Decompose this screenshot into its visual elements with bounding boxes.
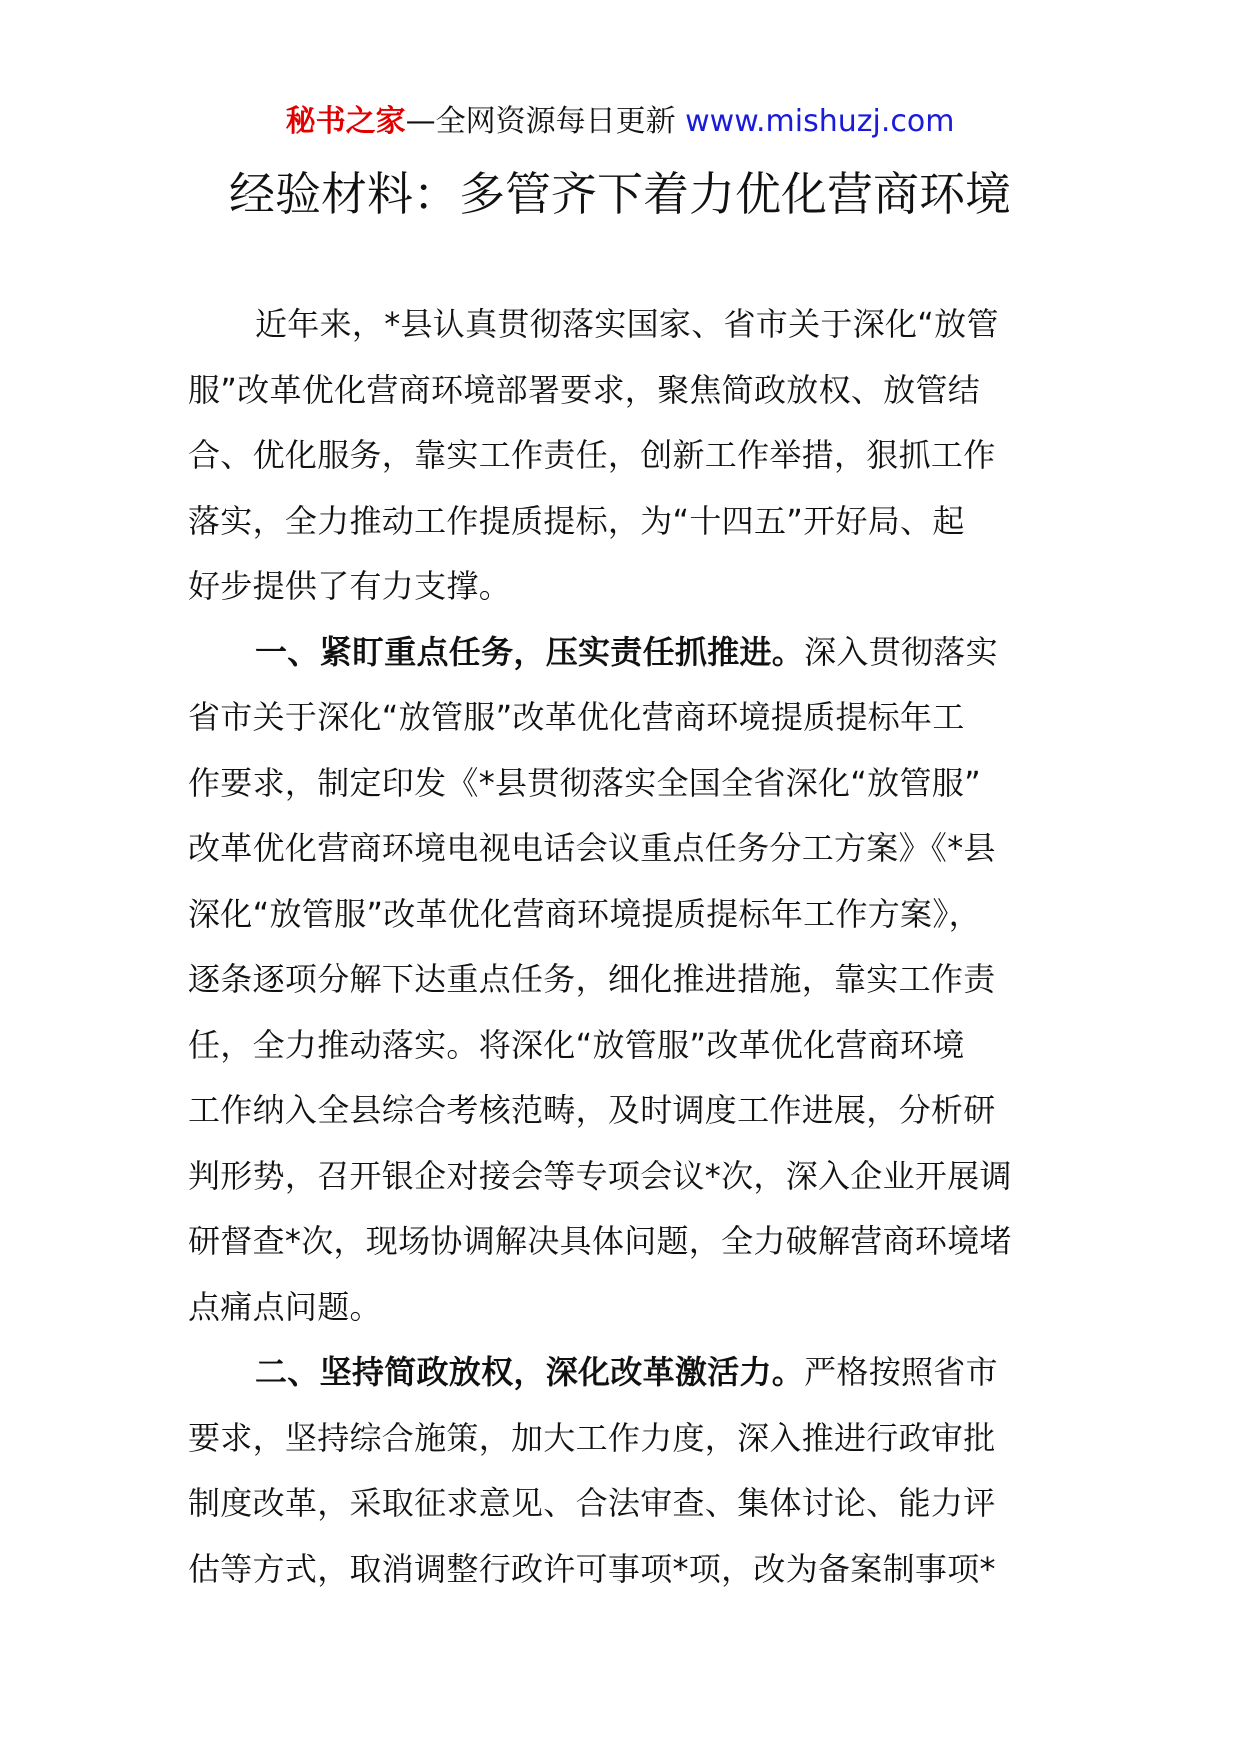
paragraph-text: 判形势，召开银企对接会等专项会议*次，深入企业开展调 [188,1156,1012,1195]
text-line [188,358,1048,424]
paragraph-text: 好步提供了有力支撑。 [188,567,512,605]
document-body [188,292,1048,1602]
paragraph-text: 改革优化营商环境电视电话会议重点任务分工方案》《*县 [188,829,996,867]
text-line [188,1144,1048,1210]
section-heading: 一、紧盯重点任务，压实责任抓推进。 [255,632,805,671]
paragraph-text: 工作纳入全县综合考核范畴，及时调度工作进展，分析研 [188,1091,996,1129]
text-line [188,1275,1048,1341]
text-line [188,1013,1048,1079]
paragraph-text: 落实，全力推动工作提质提标，为“十四五”开好局、起 [188,501,965,540]
paragraph-text: 服”改革优化营商环境部署要求，聚焦简政放权、放管结 [188,370,981,409]
paragraph-text: 作要求，制定印发《*县贯彻落实全国全省深化“放管服” [188,763,981,802]
text-line [188,554,1048,620]
paragraph-text: 近年来，*县认真贯彻落实国家、省市关于深化“放管 [255,305,999,343]
header-tagline: —全网资源每日更新 [405,104,686,139]
paragraph-text: 严格按照省市 [804,1353,998,1391]
paragraph-text: 任，全力推动落实。将深化“放管服”改革优化营商环境 [188,1025,965,1064]
section-heading: 二、坚持简政放权，深化改革激活力。 [255,1353,805,1391]
site-url-link[interactable]: www.mishuzj.com [685,104,955,139]
text-line [188,1078,1048,1144]
paragraph-text: 省市关于深化“放管服”改革优化营商环境提质提标年工 [188,698,965,736]
paragraph-text: 研督查*次，现场协调解决具体问题，全力破解营商环境堵 [188,1222,1012,1260]
text-line [188,947,1048,1013]
text-line [188,685,1048,751]
paragraph-text: 深化“放管服”改革优化营商环境提质提标年工作方案》， [188,894,981,933]
brand-name: 秘书之家 [285,104,406,139]
text-line [188,751,1048,817]
paragraph-text: 逐条逐项分解下达重点任务，细化推进措施，靠实工作责 [188,960,996,998]
site-header [0,100,1240,144]
text-line [188,489,1048,555]
text-line [188,1209,1048,1275]
text-line [188,423,1048,489]
paragraph-text: 点痛点问题。 [188,1287,382,1326]
paragraph-text: 估等方式，取消调整行政许可事项*项，改为备案制事项* [188,1549,996,1588]
text-line [188,1340,1048,1406]
text-line [188,1406,1048,1472]
text-line [188,292,1048,358]
paragraph-text: 深入贯彻落实 [804,632,998,671]
paragraph-text: 合、优化服务，靠实工作责任，创新工作举措，狠抓工作 [188,436,996,474]
paragraph-text: 制度改革，采取征求意见、合法审查、集体讨论、能力评 [188,1484,996,1522]
text-line [188,1537,1048,1603]
paragraph-text: 要求，坚持综合施策，加大工作力度，深入推进行政审批 [188,1418,996,1457]
text-line [188,620,1048,686]
text-line [188,816,1048,882]
document-title: 经验材料：多管齐下着力优化营商环境 [229,167,1011,221]
text-line [188,1471,1048,1537]
text-line [188,882,1048,948]
